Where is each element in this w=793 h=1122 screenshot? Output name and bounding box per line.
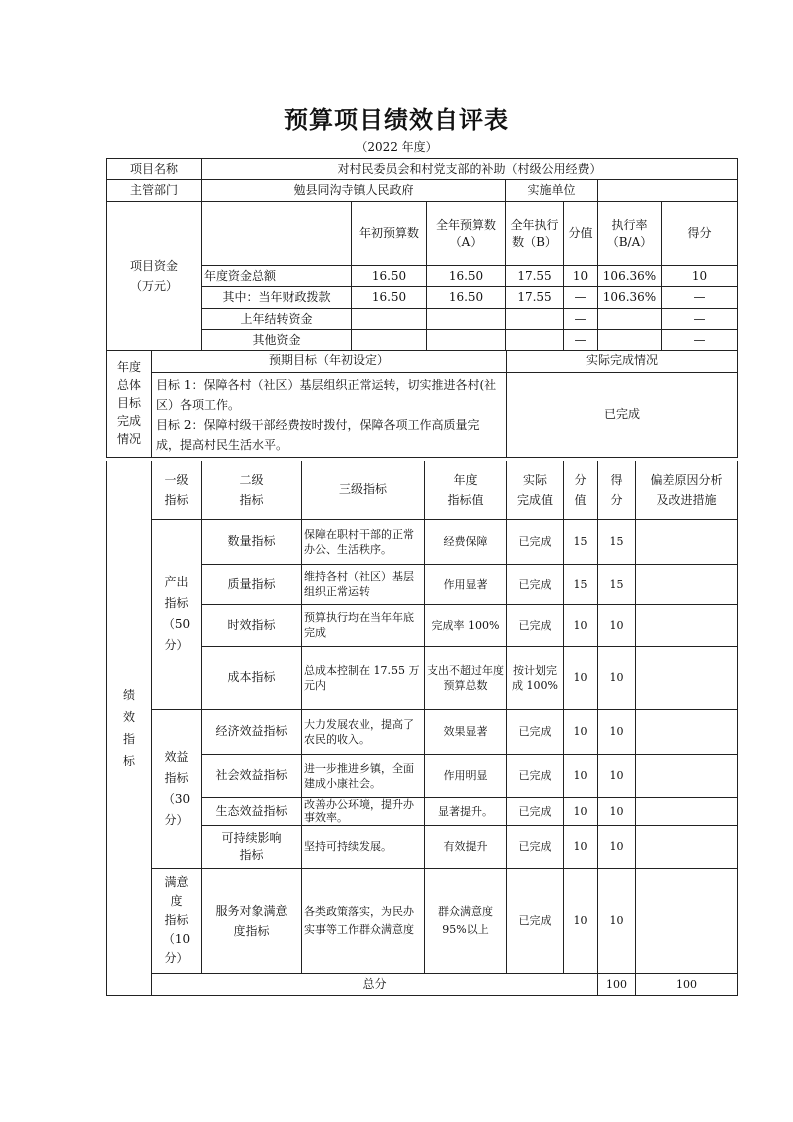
group-benefit	[152, 709, 202, 868]
funds-header-rate: 执行率（B/A）	[598, 202, 662, 266]
indicator-target: 效果显著	[425, 709, 507, 754]
funds-row-label: 其他资金	[202, 330, 352, 351]
indicator-target: 完成率 100%	[425, 604, 507, 646]
indicator-target: 群众满意度95%以上	[425, 868, 507, 973]
header-actual	[507, 461, 564, 519]
group-output	[152, 519, 202, 709]
group-label-line: 度	[170, 894, 183, 908]
indicator-actual: 已完成	[507, 797, 564, 825]
funds-label-line1: 项目资金	[129, 259, 178, 273]
funds-cell: 17.55	[506, 287, 564, 309]
group-satisfaction	[152, 868, 202, 973]
indicator-weight: 15	[564, 519, 598, 564]
indicator-score: 15	[598, 519, 636, 564]
indicator-l2: 生态效益指标	[202, 797, 302, 825]
funds-cell: 16.50	[352, 287, 427, 309]
funds-header-blank	[202, 202, 352, 266]
expected-goals	[152, 372, 507, 457]
goals-side-label-line: 总体	[116, 378, 141, 393]
goals-side-label-line: 情况	[116, 432, 141, 447]
header-line: 指标	[239, 492, 264, 507]
funds-cell: —	[662, 309, 738, 330]
group-label-line: 分）	[164, 951, 189, 965]
funds-cell: —	[662, 330, 738, 351]
indicator-l3: 维持各村（社区）基层组织正常运转	[302, 564, 425, 604]
indicator-deviation	[636, 754, 738, 797]
group-label-line: （50	[162, 617, 191, 631]
funds-cell: 106.36%	[598, 287, 662, 309]
indicator-target: 有效提升	[425, 825, 507, 868]
indicator-target: 经费保障	[425, 519, 507, 564]
header-line: 实际	[522, 472, 547, 487]
project-name-value: 对村民委员会和村党支部的补助（村级公用经费）	[202, 159, 738, 180]
header-line: 二级	[239, 472, 264, 487]
indicator-l3: 进一步推进乡镇，全面建成小康社会。	[302, 754, 425, 797]
perf-side-label-char: 绩	[122, 687, 135, 702]
header-deviation	[636, 461, 738, 519]
indicator-target: 作用显著	[425, 564, 507, 604]
indicator-target: 支出不超过年度预算总数	[425, 646, 507, 709]
header-line: 及改进措施	[656, 492, 717, 507]
total-weight: 100	[598, 973, 636, 995]
project-name-label: 项目名称	[107, 159, 202, 180]
perf-side-label-char: 效	[122, 709, 135, 724]
header-line: 偏差原因分析	[650, 472, 723, 487]
header-l3: 三级指标	[302, 461, 425, 519]
perf-side-label	[107, 461, 152, 995]
indicator-weight: 15	[564, 564, 598, 604]
indicator-l2: 时效指标	[202, 604, 302, 646]
indicator-l2: 社会效益指标	[202, 754, 302, 797]
header-line: 一级	[164, 472, 189, 487]
header-line: 指标值	[447, 492, 484, 507]
goals-side-label-line: 完成	[116, 414, 141, 429]
group-label-line: 分）	[164, 638, 189, 652]
header-line: 完成值	[516, 492, 553, 507]
funds-cell	[506, 330, 564, 351]
indicator-actual: 按计划完成 100%	[507, 646, 564, 709]
funds-label-line2: （万元）	[129, 279, 178, 293]
group-label-line: 指标	[164, 770, 189, 785]
indicator-l2: 可持续影响指标	[202, 825, 302, 868]
funds-cell: —	[564, 287, 598, 309]
group-label-line: 分）	[164, 812, 189, 827]
funds-cell: 106.36%	[598, 266, 662, 287]
funds-cell	[506, 309, 564, 330]
indicator-deviation	[636, 825, 738, 868]
indicator-l2: 质量指标	[202, 564, 302, 604]
indicator-score: 10	[598, 604, 636, 646]
goal-1: 目标 1：保障各村（社区）基层组织正常运转，切实推进各村(社区）各项工作。	[156, 377, 497, 412]
page-title: 预算项目绩效自评表	[284, 105, 509, 134]
funds-row-label: 其中：当年财政拨款	[202, 287, 352, 309]
header-l1	[152, 461, 202, 519]
funds-cell: 17.55	[506, 266, 564, 287]
group-label-line: 指标	[164, 596, 189, 610]
indicator-weight: 10	[564, 754, 598, 797]
header-line: 值	[574, 492, 587, 507]
indicator-score: 10	[598, 754, 636, 797]
funds-cell: —	[564, 309, 598, 330]
funds-header-annual: 全年预算数（A）	[427, 202, 506, 266]
report-year: （2022 年度）	[355, 140, 438, 154]
indicator-weight: 10	[564, 825, 598, 868]
group-label-line: 产出	[164, 575, 189, 589]
header-score	[598, 461, 636, 519]
funds-header-initial: 年初预算数	[352, 202, 427, 266]
indicator-l3: 总成本控制在 17.55 万元内	[302, 646, 425, 709]
indicator-deviation	[636, 519, 738, 564]
indicator-score: 10	[598, 868, 636, 973]
funds-cell	[427, 309, 506, 330]
indicator-score: 10	[598, 646, 636, 709]
indicator-score: 10	[598, 825, 636, 868]
header-line: 分	[574, 472, 587, 487]
expected-goal-header: 预期目标（年初设定）	[152, 350, 507, 372]
indicator-actual: 已完成	[507, 825, 564, 868]
funds-cell: 16.50	[427, 266, 506, 287]
total-score: 100	[636, 973, 738, 995]
indicator-weight: 10	[564, 868, 598, 973]
group-label-line: 指标	[164, 913, 189, 927]
indicator-actual: 已完成	[507, 709, 564, 754]
funds-header-score: 得分	[662, 202, 738, 266]
funds-cell	[598, 330, 662, 351]
indicator-l2: 服务对象满意度指标	[202, 868, 302, 973]
indicator-l3: 改善办公环境，提升办事效率。	[302, 797, 425, 825]
goals-table	[106, 350, 738, 458]
funds-cell	[598, 309, 662, 330]
indicator-target: 作用明显	[425, 754, 507, 797]
header-target	[425, 461, 507, 519]
goals-side-label-line: 年度	[116, 360, 141, 375]
funds-cell: 10	[662, 266, 738, 287]
dept-label: 主管部门	[107, 180, 202, 202]
indicator-actual: 已完成	[507, 604, 564, 646]
header-line: 得	[610, 472, 623, 487]
header-line: 指标	[164, 492, 189, 507]
funds-cell: 10	[564, 266, 598, 287]
actual-result-header: 实际完成情况	[507, 350, 738, 372]
indicator-deviation	[636, 564, 738, 604]
perf-side-label-char: 标	[122, 753, 135, 768]
group-label-line: 效益	[164, 749, 189, 764]
funds-cell: —	[662, 287, 738, 309]
header-line: 年度	[453, 472, 478, 487]
indicator-l2: 经济效益指标	[202, 709, 302, 754]
funds-row-label: 上年结转资金	[202, 309, 352, 330]
group-label-line: （10	[162, 932, 191, 946]
indicator-l3: 预算执行均在当年年底完成	[302, 604, 425, 646]
group-label-line: 满意	[164, 875, 189, 889]
impl-value	[598, 180, 738, 202]
funds-cell: —	[564, 330, 598, 351]
header-l2	[202, 461, 302, 519]
indicator-weight: 10	[564, 797, 598, 825]
funds-header-weight: 分值	[564, 202, 598, 266]
indicator-actual: 已完成	[507, 519, 564, 564]
funds-cell	[352, 330, 427, 351]
indicator-weight: 10	[564, 604, 598, 646]
indicator-score: 10	[598, 797, 636, 825]
performance-table	[106, 461, 738, 996]
indicator-actual: 已完成	[507, 868, 564, 973]
goal-2: 目标 2：保障村级干部经费按时拨付，保障各项工作高质量完成，提高村民生活水平。	[156, 417, 480, 452]
funds-cell	[352, 309, 427, 330]
funds-cell: 16.50	[427, 287, 506, 309]
total-label: 总分	[152, 973, 598, 995]
indicator-l2: 数量指标	[202, 519, 302, 564]
indicator-actual: 已完成	[507, 564, 564, 604]
funds-row-label: 年度资金总额	[202, 266, 352, 287]
indicator-score: 15	[598, 564, 636, 604]
funds-cell: 16.50	[352, 266, 427, 287]
goals-side-label	[107, 350, 152, 457]
perf-side-label-char: 指	[122, 731, 135, 746]
indicator-l3: 坚持可持续发展。	[302, 825, 425, 868]
dept-value: 勉县同沟寺镇人民政府	[202, 180, 506, 202]
indicator-l3: 各类政策落实，为民办实事等工作群众满意度	[302, 868, 425, 973]
group-label-line: （30	[162, 791, 191, 806]
indicator-deviation	[636, 797, 738, 825]
funds-header-executed: 全年执行数（B）	[506, 202, 564, 266]
indicator-weight: 10	[564, 646, 598, 709]
indicator-l3: 保障在职村干部的正常办公、生活秩序。	[302, 519, 425, 564]
impl-label: 实施单位	[506, 180, 598, 202]
indicator-score: 10	[598, 709, 636, 754]
indicator-deviation	[636, 646, 738, 709]
indicator-deviation	[636, 709, 738, 754]
indicator-actual: 已完成	[507, 754, 564, 797]
funds-table	[106, 158, 738, 351]
goals-side-label-line: 目标	[116, 396, 141, 411]
header-line: 分	[610, 492, 623, 507]
indicator-l3: 大力发展农业，提高了农民的收入。	[302, 709, 425, 754]
indicator-l2: 成本指标	[202, 646, 302, 709]
indicator-deviation	[636, 868, 738, 973]
indicator-target: 显著提升。	[425, 797, 507, 825]
indicator-weight: 10	[564, 709, 598, 754]
header-weight	[564, 461, 598, 519]
indicator-deviation	[636, 604, 738, 646]
funds-label	[107, 202, 202, 351]
funds-cell	[427, 330, 506, 351]
actual-result: 已完成	[507, 372, 738, 457]
